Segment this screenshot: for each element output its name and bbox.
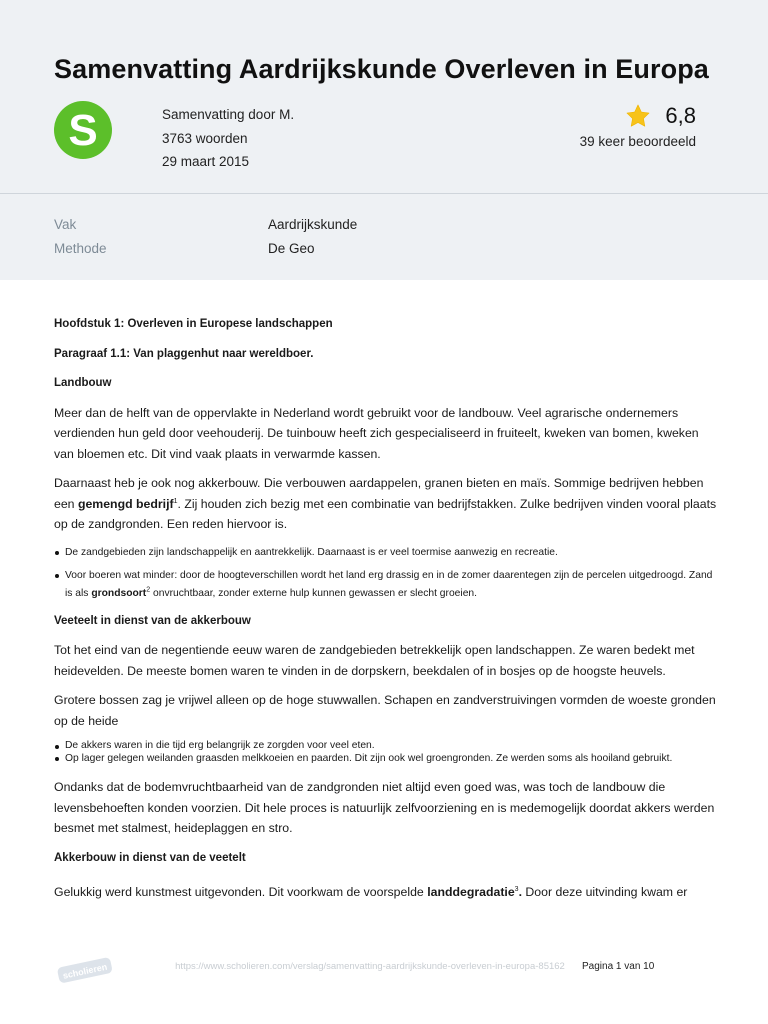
chapter-heading: Hoofdstuk 1: Overleven in Europese landschappen [54,318,333,330]
svg-text:S: S [68,106,98,155]
term-grondsoort: grondsoort [91,587,147,599]
body-paragraph: Grotere bossen zag je vrijwel alleen op de hoge stuwwallen. Schapen en zandverstruivingen vormden de woeste gronden op de heide [54,693,716,728]
field-value: De Geo [268,241,315,256]
footnote-ref: 3 [514,885,519,893]
subject-fields [54,216,357,264]
body-paragraph: Meer dan de helft van de oppervlakte in Nederland wordt gebruikt voor de landbouw. Veel agrarische ondernemers verdienden hun geld door veehouderij. De tuinbouw heeft zich gespecialiseerd in fruiteelt, kweken van bomen, kweken van bloemen etc. Dit vind vaak plaats in verwarmde kassen. [54,405,699,461]
document-body [54,314,720,912]
body-paragraph: Tot het eind van de negentiende eeuw waren de zandgebieden betrekkelijk open landschappen. Ze waren bedekt met heidevelden. De meeste bomen waren te vinden in de dorpskern, beekdalen of in bosjes op de hoogste heuvels. [54,643,695,678]
document-header [0,0,768,280]
paragraph-heading: Paragraaf 1.1: Van plaggenhut naar wereldboer. [54,347,314,360]
list-item: Voor boeren wat minder: door de hoogteverschillen wordt het land erg drassig en in de zomer daarentegen zijn de percelen uitgedroogd. Zand is als grondsoort$^2$ onvruchtbaar, zonder externe hulp kunnen gewassen er slecht groeien. [54,567,720,603]
footnote-ref: 2 [146,586,151,594]
field-row-methode [54,240,357,264]
word-count: 3763 woorden [162,130,248,146]
rating-value: 6,8 [665,103,696,128]
field-row-vak [54,216,357,240]
bullet-list [54,544,720,603]
field-value: Aardrijkskunde [268,217,358,232]
list-item: Op lager gelegen weilanden graasden melkkoeien en paarden. Dit zijn ook wel groengronden. Ze werden soms als hooiland gebruikt. [54,753,720,766]
body-paragraph: Ondanks dat de bodemvruchtbaarheid van de zandgronden niet altijd even goed was, was toch de landbouw die levensbehoeften konden voorzien. Dit hele proces is natuurlijk zelfvoorziening en is medemogelijk doordat akkers werden besmet met stalmest, heideplaggen en stro. [54,780,715,835]
scholieren-logo-icon [54,101,112,159]
field-label: Methode [54,241,107,256]
page-title: Samenvatting Aardrijkskunde Overleven in Europa [54,54,709,84]
scholieren-footer-logo-icon [56,956,116,986]
svg-text:scholieren: scholieren [61,961,109,981]
list-item: De zandgebieden zijn landschappelijk en aantrekkelijk. Daarnaast is er veel toermise aanwezig en recreatie. [54,544,720,562]
section-heading-akkerbouw: Akkerbouw in dienst van de veetelt [54,851,246,864]
term-landdegradatie: landdegradatie [427,885,515,899]
bullet-list [54,740,720,765]
section-heading-landbouw: Landbouw [54,377,112,389]
page-number: Pagina 1 van 10 [582,961,655,972]
rating-block [580,102,696,149]
summary-meta [162,106,294,177]
footnote-ref: 1 [173,497,178,505]
publish-date: 29 maart 2015 [162,154,250,169]
header-divider [0,193,768,194]
section-heading-veeteelt: Veeteelt in dienst van de akkerbouw [54,614,251,627]
star-icon [625,103,651,129]
field-label: Vak [54,217,77,232]
list-item: De akkers waren in die tijd erg belangrijk ze zorgden voor veel eten. [54,740,720,753]
term-gemengd-bedrijf: gemengd bedrijf [77,496,174,511]
body-paragraph: Daarnaast heb je ook nog akkerbouw. Die verbouwen aardappelen, granen bieten en maïs. Sommige bedrijven hebben een gemengd bedrijf$^1$. Zij houden zich bezig met een combinatie van bedrijfstakken. Zulke bedrijven vinden vooral plaats op de zandgronden. Een reden hiervoor is. [54,476,717,531]
footer-url-link[interactable]: https://www.scholieren.com/verslag/samenvatting-aardrijkskunde-overleven-in-europa-85162 [175,961,565,972]
rating-count: 39 keer beoordeeld [579,134,696,149]
body-paragraph: Gelukkig werd kunstmest uitgevonden. Dit voorkwam de voorspelde landdegradatie$^3$. Door deze uitvinding kwam er [54,885,688,899]
author: Samenvatting door M. [162,107,295,122]
